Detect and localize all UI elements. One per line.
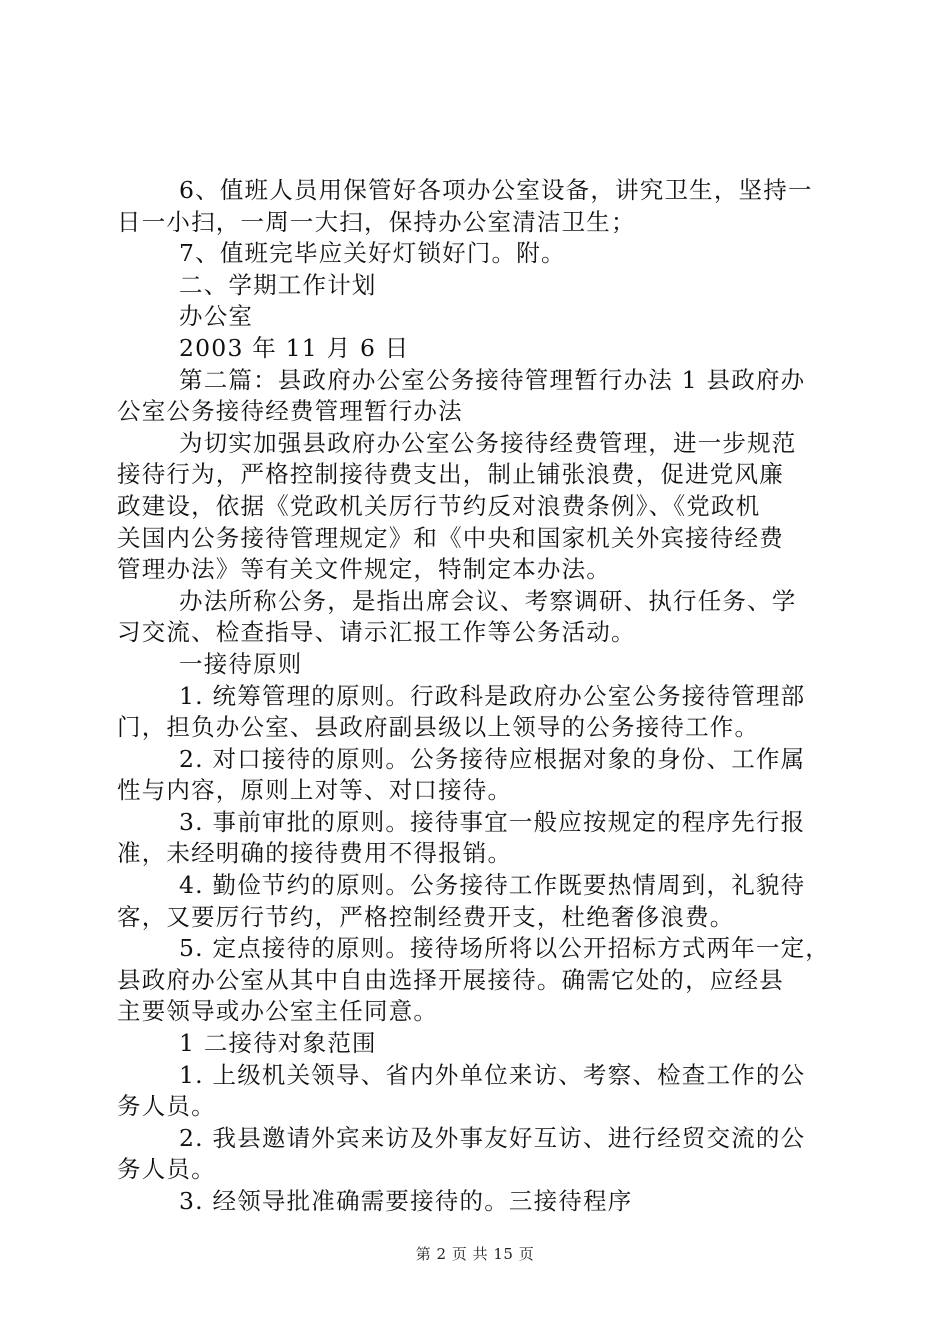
- text-line: 日一小扫，一周一大扫，保持办公室清洁卫生；: [117, 207, 636, 236]
- text-line: 为切实加强县政府办公室公务接待经费管理，进一步规范: [179, 428, 797, 457]
- text-line: 公室公务接待经费管理暂行办法: [117, 397, 463, 426]
- page-footer: 第 2 页 共 15 页: [415, 1245, 535, 1263]
- text-line: 2. 我县邀请外宾来访及外事友好互访、进行经贸交流的公: [179, 1123, 806, 1152]
- text-line: 第二篇：县政府办公室公务接待管理暂行办法 1 县政府办: [179, 365, 806, 394]
- text-line: 办法所称公务，是指出席会议、考察调研、执行任务、学: [179, 586, 797, 615]
- text-line: 接待行为，严格控制接待费支出，制止铺张浪费，促进党风廉: [117, 460, 784, 489]
- text-line: 2003 年 11 月 6 日: [179, 333, 410, 362]
- text-line: 务人员。: [117, 1092, 216, 1121]
- text-line: 2. 对口接待的原则。公务接待应根据对象的身份、工作属: [179, 744, 806, 773]
- text-line: 1 二接待对象范围: [179, 1029, 377, 1058]
- document-body: [117, 175, 833, 1218]
- text-line: 4. 勤俭节约的原则。公务接待工作既要热情周到，礼貌待: [179, 871, 806, 900]
- text-line: 管理办法》等有关文件规定，特制定本办法。: [117, 555, 611, 584]
- text-line: 门，担负办公室、县政府副县级以上领导的公务接待工作。: [117, 713, 760, 742]
- text-line: 办公室: [179, 302, 254, 331]
- text-line: 习交流、检查指导、请示汇报工作等公务活动。: [117, 618, 636, 647]
- text-line: 二、学期工作计划: [179, 270, 377, 299]
- text-line: 性与内容，原则上对等、对口接待。: [117, 776, 513, 805]
- text-line: 6、值班人员用保管好各项办公室设备，讲究卫生，坚持一: [179, 176, 813, 204]
- text-line: 准，未经明确的接待费用不得报销。: [117, 839, 513, 868]
- text-line: 3. 事前审批的原则。接待事宜一般应按规定的程序先行报: [179, 807, 806, 836]
- text-line: 关国内公务接待管理规定》和《中央和国家机关外宾接待经费: [117, 523, 784, 552]
- text-line: 1. 上级机关领导、省内外单位来访、考察、检查工作的公: [179, 1060, 806, 1089]
- text-line: 政建设，依据《党政机关厉行节约反对浪费条例》、《党政机: [117, 491, 761, 520]
- text-line: 一接待原则: [179, 649, 303, 678]
- text-line: 务人员。: [117, 1155, 216, 1184]
- text-line: 1. 统筹管理的原则。行政科是政府办公室公务接待管理部: [179, 681, 806, 710]
- text-line: 7、值班完毕应关好灯锁好门。附。: [179, 239, 566, 268]
- text-line: 3. 经领导批准确需要接待的。三接待程序: [179, 1187, 633, 1215]
- text-line: 客，又要厉行节约，严格控制经费开支，杜绝奢侈浪费。: [117, 902, 735, 931]
- text-line: 5. 定点接待的原则。接待场所将以公开招标方式两年一定，: [179, 934, 830, 963]
- text-line: 主要领导或办公室主任同意。: [117, 997, 439, 1026]
- text-line: 县政府办公室从其中自由选择开展接待。确需它处的，应经县: [117, 965, 784, 994]
